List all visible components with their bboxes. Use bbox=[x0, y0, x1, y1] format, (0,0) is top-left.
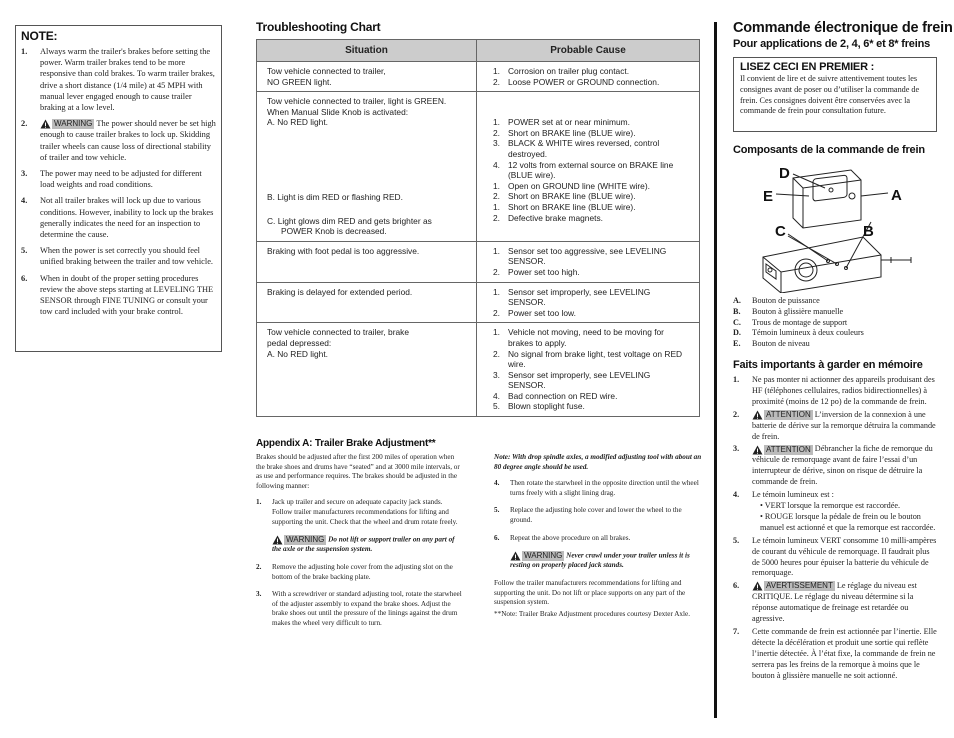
warning-label: ATTENTION bbox=[766, 409, 811, 419]
warning-tag bbox=[752, 445, 813, 455]
note-number: 6. bbox=[21, 273, 28, 283]
warning-icon bbox=[752, 410, 763, 420]
appendix-step: 6. Repeat the above procedure on all brakes. bbox=[494, 533, 631, 542]
table-row bbox=[257, 241, 700, 282]
warning-label: WARNING bbox=[286, 535, 325, 545]
cause-cell bbox=[477, 282, 700, 323]
note-text: When the power is set correctly you should feel unified braking between the trailer and tow vehicle. bbox=[40, 246, 214, 267]
diagram-label-a: A bbox=[891, 187, 902, 204]
components-title: Composants de la commande de frein bbox=[733, 144, 925, 156]
column-divider bbox=[714, 22, 717, 718]
cause-item: 1. Corrosion on trailer plug contact. bbox=[493, 66, 630, 76]
appendix-step: 5. Replace the adjusting hole cover and lower the wheel to the ground. bbox=[494, 506, 682, 524]
appendix-title: Appendix A: Trailer Brake Adjustment** bbox=[256, 438, 436, 449]
warning-tag bbox=[752, 581, 835, 591]
cause-item: 2. Defective brake magnets. bbox=[493, 212, 603, 223]
note-number: 1. bbox=[21, 47, 28, 56]
component-item: A. Bouton de puissance bbox=[733, 296, 820, 305]
appendix-step: 4. Then rotate the starwheel in the opposite direction until the wheel turns freely with a slight lining drag. bbox=[494, 479, 699, 497]
situation-text: Tow vehicle connected to trailer, brake bbox=[267, 327, 409, 338]
note-item bbox=[21, 168, 216, 190]
situation-cell bbox=[257, 62, 477, 92]
cause-item: 2. Short on BRAKE line (BLUE wire). bbox=[493, 127, 636, 138]
note-text: The power should never be set high enough to cause trailer brakes to lock up. Skidding trailer wheels can cause loss of directional stability of trailer and tow vehicle. bbox=[40, 119, 216, 162]
situation-text: NO GREEN light. bbox=[267, 76, 332, 87]
read-first-box bbox=[733, 57, 937, 132]
situation-cell bbox=[257, 282, 477, 323]
cause-cell bbox=[477, 62, 700, 92]
warning-label: AVERTISSEMENT bbox=[766, 581, 833, 591]
french-subtitle: Pour applications de 2, 4, 6* et 8* freins bbox=[733, 38, 931, 50]
column-header-cause: Probable Cause bbox=[477, 40, 700, 62]
situation-case-a: A. No RED light. bbox=[267, 117, 328, 128]
cause-item: 1. POWER set at or near minimum. bbox=[493, 117, 630, 128]
component-item: D. Témoin lumineux à deux couleurs bbox=[733, 328, 864, 338]
table-row bbox=[257, 282, 700, 323]
situation-case-c-cont: POWER Knob is decreased. bbox=[281, 226, 387, 237]
read-first-title: LISEZ CECI EN PREMIER : bbox=[740, 61, 875, 73]
fact-item: 2. ATTENTION L’inversion de la connexion à une batterie de dérive sur la remorque détruira la commande de frein. bbox=[733, 409, 936, 441]
situation-case-b: B. Light is dim RED or flashing RED. bbox=[267, 191, 403, 202]
component-item: B. Bouton à glissière manuelle bbox=[733, 306, 844, 316]
cause-item: 2. Power set too high. bbox=[493, 266, 580, 277]
cause-item: 1. Sensor set improperly, see LEVELING SENSOR. bbox=[493, 286, 651, 308]
cause-item: 5. Blown stoplight fuse. bbox=[493, 401, 585, 412]
note-number: 3. bbox=[21, 169, 28, 179]
warning-tag bbox=[40, 119, 94, 129]
table-row bbox=[257, 323, 700, 417]
appendix-steps bbox=[494, 479, 702, 571]
appendix-step: 3. With a screwdriver or standard adjusting tool, rotate the starwheel of the adjuster assembly to expand the brake shoes. Adjust the brake shoes out until the pressure of the linings against the drum makes the wheel very difficult to turn. bbox=[256, 590, 462, 627]
situation-cell bbox=[257, 92, 477, 242]
cause-item: 1. Short on BRAKE line (BLUE wire). bbox=[493, 201, 636, 212]
fact-item: 4. Le témoin lumineux est : • VERT lorsque la remorque est raccordée. • ROUGE lorsque la pédale de frein ou le bouton manuel est actionné et que la remorque est raccordée. bbox=[733, 490, 939, 534]
fact-bullet: • VERT lorsque la remorque est raccordée. bbox=[760, 500, 901, 510]
situation-text: Braking with foot pedal is too aggressive. bbox=[267, 245, 420, 256]
fact-item: 5. Le témoin lumineux VERT consomme 10 milli-ampères de courant du véhicule de remorquage. Il faudrait plus de 5000 heures pour épuiser la batterie du véhicule de remorquage. bbox=[733, 535, 937, 578]
important-facts-list bbox=[733, 375, 939, 683]
cause-item: 1. Open on GROUND line (WHITE wire). bbox=[493, 180, 650, 191]
cause-item: 2. Loose POWER or GROUND connection. bbox=[493, 76, 660, 87]
note-text: Not all trailer brakes will lock up due to various conditions. However, inability to lock up the brakes generally indicates the need for an inspection to determine the cause. bbox=[40, 196, 214, 240]
fact-item: 1. Ne pas monter ni actionner des appareils produisant des HF (téléphones cellulaires, radios bidirectionnelles) à proximité (moins de 12 po) de la commande de frein. bbox=[733, 375, 935, 406]
note-number: 4. bbox=[21, 196, 28, 206]
cause-cell bbox=[477, 323, 700, 417]
warning-tag bbox=[272, 535, 326, 545]
table-header-row bbox=[257, 40, 700, 62]
cause-item: 3. Sensor set improperly, see LEVELING SENSOR. bbox=[493, 369, 651, 391]
cause-item: 4. Bad connection on RED wire. bbox=[493, 390, 618, 401]
warning-label: ATTENTION bbox=[766, 444, 811, 454]
warning-text: Never crawl under your trailer unless it is resting on properly placed jack stands. bbox=[510, 551, 690, 570]
fact-item: 3. ATTENTION Débrancher la fiche de remorque du véhicule de remorquage avant de faire l’essai d’un interrupteur de dérive, sinon on risque de détruire la commande de frein. bbox=[733, 444, 933, 487]
appendix-column-left bbox=[256, 453, 464, 637]
note-item bbox=[21, 118, 216, 163]
situation-case-c: C. Light glows dim RED and gets brighter as bbox=[267, 215, 432, 226]
fact-item: 7. Cette commande de frein est actionnée par l’inertie. Elle détecte la décélération et produit une sortie qui reflète l’inertie détectée. À l’état fixe, la commande de frein ne serrera pas les freins de la remorque à moins que le bouton à glissière manuelle ne soit actionné. bbox=[733, 626, 937, 680]
cause-item: 1. Sensor set too aggressive, see LEVELING SENSOR. bbox=[493, 245, 667, 267]
situation-text: When Manual Slide Knob is activated: bbox=[267, 106, 409, 117]
note-item bbox=[21, 273, 216, 318]
column-header-situation: Situation bbox=[257, 40, 477, 62]
warning-label: WARNING bbox=[54, 119, 93, 129]
cause-item: 1. Vehicle not moving, need to be moving for brakes to apply. bbox=[493, 327, 664, 348]
note-title: NOTE: bbox=[21, 29, 58, 43]
warning-icon bbox=[752, 581, 763, 591]
diagram-label-c: C bbox=[775, 223, 786, 240]
read-first-body: Il convient de lire et de suivre attentivement toutes les consignes avant de poser ou d’utiliser la commande de frein. Ces consignes doivent être conservées avec la commande de frein pour consultation future. bbox=[740, 74, 920, 116]
appendix-step: 2. Remove the adjusting hole cover from the adjusting slot on the bottom of the brake backing plate. bbox=[256, 563, 453, 581]
situation-text: Tow vehicle connected to trailer, light is GREEN. bbox=[267, 96, 447, 107]
table-row bbox=[257, 92, 700, 242]
warning-text: Do not lift or support trailer on any part of the axle or the suspension system. bbox=[272, 535, 455, 554]
warning-icon bbox=[40, 119, 51, 129]
note-item bbox=[21, 245, 216, 267]
situation-text: Braking is delayed for extended period. bbox=[267, 286, 413, 297]
appendix-note: Note: With drop spindle axles, a modified adjusting tool with about an 80 degree angle should be used. bbox=[494, 453, 702, 471]
component-item: C. Trous de montage de support bbox=[733, 317, 848, 327]
component-item: E. Bouton de niveau bbox=[733, 339, 810, 349]
warning-icon bbox=[752, 445, 763, 455]
fact-item: 6. AVERTISSEMENT Le réglage du niveau est CRITIQUE. Le réglage du niveau détermine si la réponse automatique de freinage est retardée ou agressive. bbox=[733, 581, 917, 624]
cause-item: 2. Power set too low. bbox=[493, 307, 576, 318]
situation-cell bbox=[257, 241, 477, 282]
appendix-column-right bbox=[494, 453, 702, 626]
appendix-warning bbox=[256, 535, 464, 555]
note-item bbox=[21, 46, 216, 113]
note-number: 2. bbox=[21, 119, 28, 129]
cause-item: 2. Short on BRAKE line (BLUE wire). bbox=[493, 191, 636, 202]
warning-icon bbox=[272, 535, 283, 545]
cause-item: 4. 12 volts from external source on BRAKE line (BLUE wire). bbox=[493, 159, 674, 181]
diagram-label-d: D bbox=[779, 165, 790, 182]
fact-bullet: • ROUGE lorsque la pédale de frein ou le bouton manuel est actionné et que la remorque est raccordée. bbox=[760, 511, 936, 532]
brake-control-diagram bbox=[733, 160, 923, 293]
warning-icon bbox=[510, 551, 521, 561]
appendix-intro: Brakes should be adjusted after the first 200 miles of operation when the brake shoes and drums have “seated” and at 3000 mile intervals, or as use and performance requires. The brakes should be adjusted in the following manner: bbox=[256, 453, 460, 490]
troubleshooting-title: Troubleshooting Chart bbox=[256, 20, 381, 34]
note-box bbox=[15, 25, 222, 352]
note-text: Always warm the trailer's brakes before setting the power. Warm trailer brakes tend to be more responsive than cold brakes. To warm trailer brakes, drive a short distance (1/4 mile) at 45 MPH with manual lever engaged enough to cause trailer braking at a low level. bbox=[40, 47, 215, 113]
note-item bbox=[21, 195, 216, 240]
warning-label: WARNING bbox=[524, 551, 563, 561]
situation-text: pedal depressed: bbox=[267, 337, 332, 348]
appendix-steps bbox=[256, 498, 464, 628]
appendix-step: 1. Jack up trailer and secure on adequate capacity jack stands. Follow trailer manufacturers recommendations for lifting and supporting the unit. Check that the wheel and drum rotate freely. bbox=[256, 498, 458, 526]
cause-item: 3. BLACK & WHITE wires reversed, control destroyed. bbox=[493, 138, 660, 159]
situation-case-a: A. No RED light. bbox=[267, 348, 328, 359]
diagram-label-b: B bbox=[863, 223, 874, 240]
situation-text: Tow vehicle connected to trailer, bbox=[267, 66, 386, 76]
cause-cell bbox=[477, 92, 700, 242]
note-text: When in doubt of the proper setting procedures review the above steps starting at LEVELING THE SENSOR through FINE TUNING or consult your tow card included with your brake control. bbox=[40, 273, 214, 317]
appendix-follow: Follow the trailer manufacturers recommendations for lifting and supporting the unit. Do not lift or place supports on any part of the suspension system. bbox=[494, 579, 686, 607]
warning-tag bbox=[510, 551, 564, 561]
note-text: The power may need to be adjusted for different load weights and road conditions. bbox=[40, 169, 202, 190]
french-title: Commande électronique de frein bbox=[733, 20, 953, 36]
components-list bbox=[733, 296, 938, 350]
troubleshooting-table bbox=[256, 39, 700, 417]
appendix-courtesy: **Note: Trailer Brake Adjustment procedures courtesy Dexter Axle. bbox=[494, 609, 691, 618]
cause-item: 2. No signal from brake light, test voltage on RED wire. bbox=[493, 348, 683, 370]
situation-cell bbox=[257, 323, 477, 417]
important-facts-title: Faits importants à garder en mémoire bbox=[733, 359, 923, 371]
note-list bbox=[21, 46, 216, 317]
cause-cell bbox=[477, 241, 700, 282]
table-row bbox=[257, 62, 700, 92]
appendix-warning bbox=[494, 551, 702, 571]
warning-tag bbox=[752, 410, 813, 420]
diagram-label-e: E bbox=[763, 188, 774, 205]
note-number: 5. bbox=[21, 246, 28, 256]
